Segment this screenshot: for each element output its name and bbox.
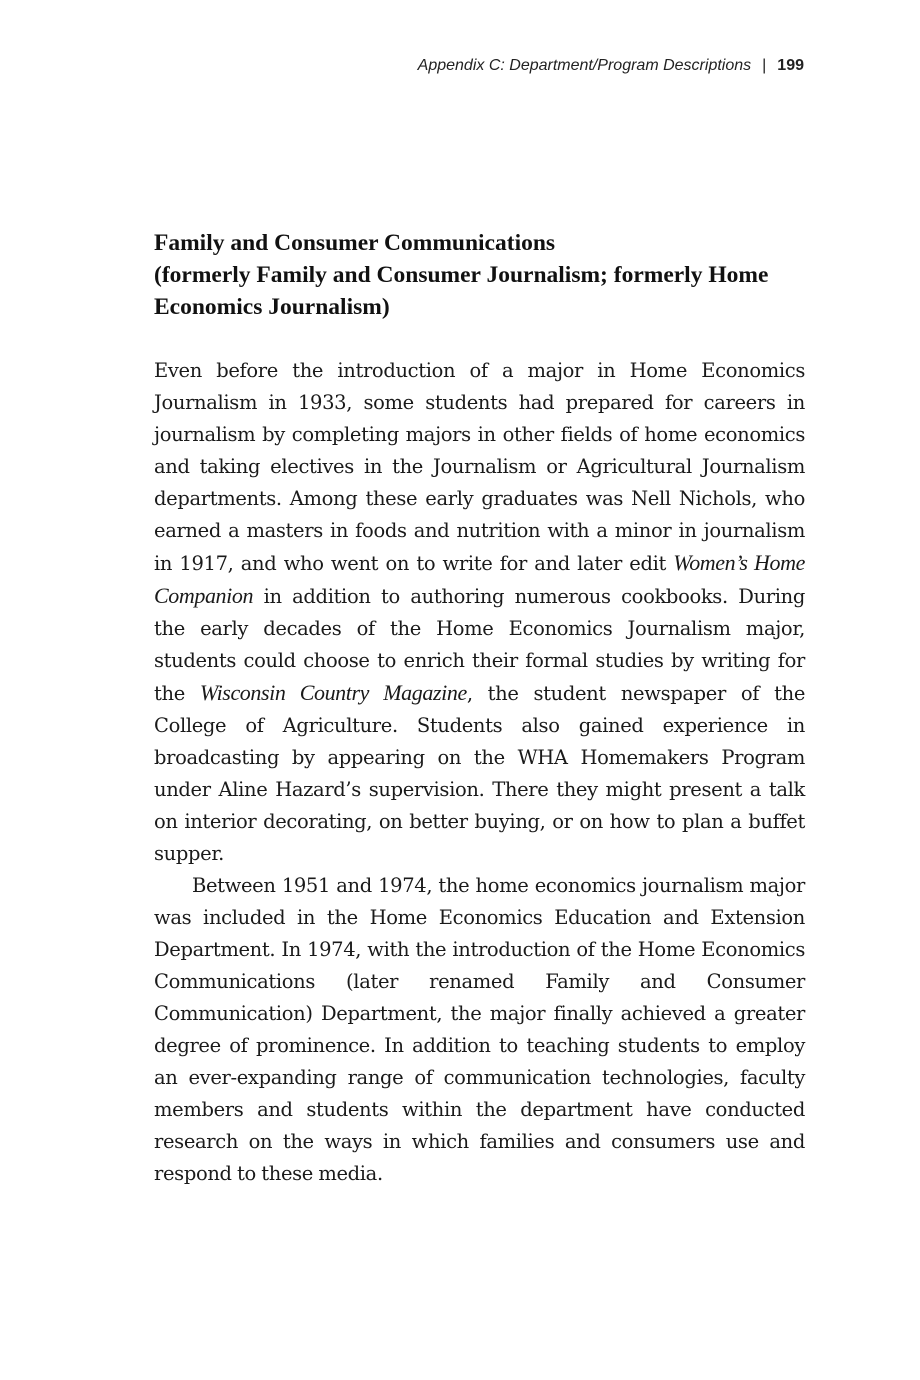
paragraph-2 <box>154 870 805 1190</box>
paragraph-text: Even before the introduction of a major in Home Economics Journalism in 1933, some students had prepared for careers in journalism by completing majors in other fields of home economics and taking electives in the Journalism or Agricultural Journalism departments. Among these early graduates was Nell Nichols, who earned a masters in foods and nutrition with a minor in journalism in 1917, and who went on to write for and later edit <box>154 359 805 575</box>
section-heading-line: (formerly Family and Consumer Journalism; formerly Home <box>154 262 769 288</box>
paragraph-text: Between 1951 and 1974, the home economics journalism major was included in the Home Economics Education and Extension Department. In 1974, with the introduction of the Home Economics Communications (later renamed Family and Consumer Communication) Department, the major finally achieved a greater degree of prominence. In addition to teaching students to employ an ever-expanding range of communication technologies, faculty members and students within the department have conducted research on the ways in which families and consumers use and respond to these media. <box>154 874 805 1185</box>
page-content <box>154 227 805 1190</box>
publication-title-womens-home-companion: Women’s Home Companion <box>154 550 805 608</box>
paragraph-text: , the student newspaper of the College of Agriculture. Students also gained experience in broadcasting by appearing on the WHA Homemakers Program under Aline Hazard’s supervision. There they might present a talk on interior decorating, on better buying, or on how to plan a buffet supper. <box>154 682 806 865</box>
section-heading-line: Family and Consumer Communications <box>154 230 556 256</box>
paragraph-1 <box>154 355 805 870</box>
paragraph-text: in addition to authoring numerous cookbooks. During the early decades of the Home Economics Journalism major, students could choose to enrich their formal studies by writing for the <box>154 585 805 705</box>
running-head-separator: | <box>762 57 767 74</box>
body-text <box>154 355 805 1190</box>
running-head <box>154 55 804 77</box>
publication-title-wisconsin-country-magazine: Wisconsin Country Magazine <box>199 680 467 705</box>
section-heading-line: Economics Journalism) <box>154 294 390 320</box>
section-heading <box>154 227 805 323</box>
running-head-title: Appendix C: Department/Program Descriptions <box>417 57 752 74</box>
page-number: 199 <box>777 57 804 74</box>
